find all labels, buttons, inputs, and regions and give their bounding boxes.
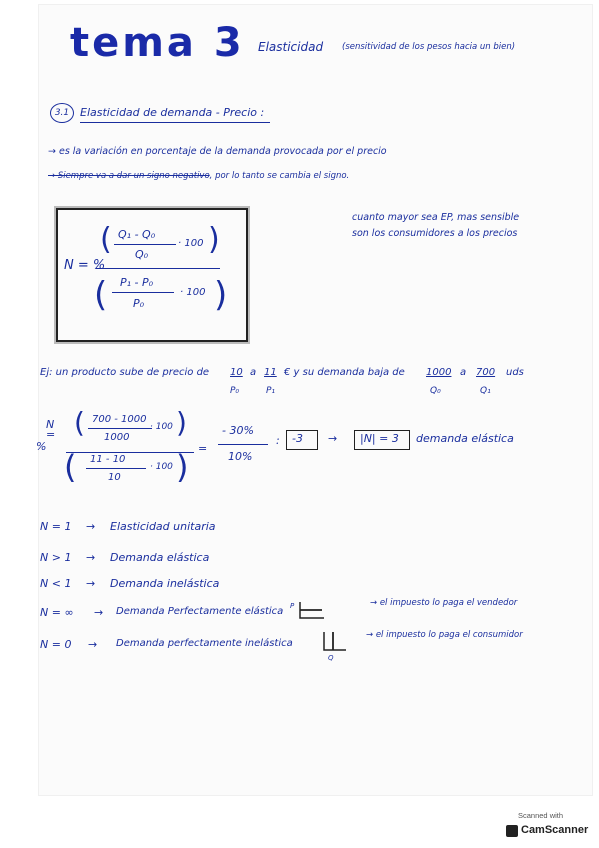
example-p0-label: P₀ (230, 386, 240, 396)
calc-equals: = (198, 442, 208, 455)
scanned-with-label: Scanned with (518, 811, 564, 820)
rule-arrow: → (86, 551, 96, 564)
calc-den-top: 11 - 10 (90, 454, 126, 465)
sign-bullet (48, 171, 349, 181)
example-p1-value: 11 (264, 367, 277, 378)
paren-close-top: ) (208, 222, 220, 257)
calc-den-mul: · 100 (150, 462, 173, 472)
rule-arrow: → (88, 638, 98, 651)
page-subtitle: Elasticidad (258, 40, 324, 54)
rule-condition: N = 0 (40, 638, 72, 651)
rule-arrow: → (86, 577, 96, 590)
example-q0-value: 1000 (426, 367, 452, 378)
rule-arrow: → (94, 606, 104, 619)
inelastic-curve-graph (320, 630, 348, 654)
rule-condition: N < 1 (40, 577, 72, 590)
formula-num-bar (114, 244, 176, 245)
struck-text: → Siempre va a dar un signo negativo (48, 171, 210, 181)
example-mid: € y su demanda baja de (284, 367, 405, 378)
section-underline (80, 122, 270, 123)
calc-den-den: 10 (108, 472, 121, 483)
formula-num-top: Q₁ - Q₀ (118, 228, 156, 241)
calc-num-den: 1000 (104, 432, 130, 443)
rule-description: Elasticidad unitaria (110, 520, 216, 533)
calc-pct-den: 10% (228, 450, 253, 463)
calc-main-bar (66, 452, 194, 453)
calc-paren-open-top: ( (74, 406, 85, 439)
elastic-curve-graph (296, 600, 326, 622)
rule-condition: N > 1 (40, 551, 72, 564)
formula-lhs: N = % (64, 258, 106, 273)
calc-pct: % (36, 440, 47, 453)
sign-note: , por lo tanto se cambia el signo. (209, 171, 350, 181)
calc-num-bar (88, 428, 152, 429)
rule-tax-note: → el impuesto lo paga el vendedor (370, 598, 518, 608)
paren-open-bottom: ( (94, 275, 108, 315)
rule-description: Demanda inelástica (110, 577, 220, 590)
formula-den-den: P₀ (133, 297, 145, 310)
definition-bullet: → es la variación en porcentaje de la demanda provocada por el precio (48, 146, 387, 157)
calc-den-bar (86, 468, 146, 469)
calc-num-top: 700 - 1000 (92, 414, 147, 425)
section-title: Elasticidad de demanda - Precio : (80, 106, 265, 119)
camscanner-watermark (502, 808, 588, 844)
formula-main-bar (96, 268, 220, 269)
rule-tax-note: → el impuesto lo paga el consumidor (366, 630, 523, 640)
calc-eq: = (46, 428, 56, 441)
example-units: uds (506, 367, 524, 378)
rule-arrow: → (86, 520, 96, 533)
example-q0-label: Q₀ (430, 386, 441, 396)
rule-description: Demanda perfectamente inelástica (116, 638, 293, 649)
camscanner-logo-icon (506, 825, 518, 837)
calc-result-1: -3 (292, 432, 303, 445)
example-p1-label: P₁ (266, 386, 276, 396)
section-number: 3.1 (50, 103, 74, 123)
elastic-graph-axis-label: P (290, 602, 295, 610)
camscanner-brand: CamScanner (521, 824, 589, 836)
calc-result-label: demanda elástica (416, 432, 514, 445)
page-title: tema 3 (70, 20, 245, 66)
rule-condition: N = 1 (40, 520, 72, 533)
rule-description: Demanda Perfectamente elástica (116, 606, 284, 617)
calc-n: N (46, 418, 55, 431)
example-a2: a (460, 367, 467, 378)
subtitle-note: (sensitividad de los pesos hacia un bien) (342, 42, 516, 52)
calc-pct-bar (218, 444, 268, 445)
example-q1-label: Q₁ (480, 386, 491, 396)
formula-den-bar (112, 292, 174, 293)
calc-num-mul: · 100 (150, 422, 173, 432)
formula-den-top: P₁ - P₀ (120, 276, 154, 289)
paren-close-bottom: ) (214, 275, 228, 315)
example-intro: Ej: un producto sube de precio de (40, 367, 210, 378)
note-line-1: cuanto mayor sea EP, mas sensible (352, 212, 520, 223)
inelastic-graph-axis-label: Q (328, 654, 334, 662)
calc-pct-num: - 30% (222, 424, 254, 437)
formula-num-mul: · 100 (178, 238, 204, 249)
example-a1: a (250, 367, 257, 378)
calc-paren-open-bottom: ( (64, 448, 77, 486)
note-line-2: son los consumidores a los precios (352, 228, 518, 239)
example-q1-value: 700 (476, 367, 496, 378)
calc-colon: : (276, 434, 280, 447)
calc-paren-close-bottom: ) (176, 448, 189, 486)
calc-paren-close-top: ) (176, 406, 187, 439)
calc-arrow: → (328, 432, 338, 445)
paren-open-top: ( (100, 222, 112, 257)
rule-condition: N = ∞ (40, 606, 74, 619)
rule-description: Demanda elástica (110, 551, 210, 564)
calc-result-2: |N| = 3 (360, 432, 399, 445)
formula-num-den: Q₀ (135, 248, 149, 261)
example-p0-value: 10 (230, 367, 243, 378)
formula-den-mul: · 100 (180, 287, 206, 298)
